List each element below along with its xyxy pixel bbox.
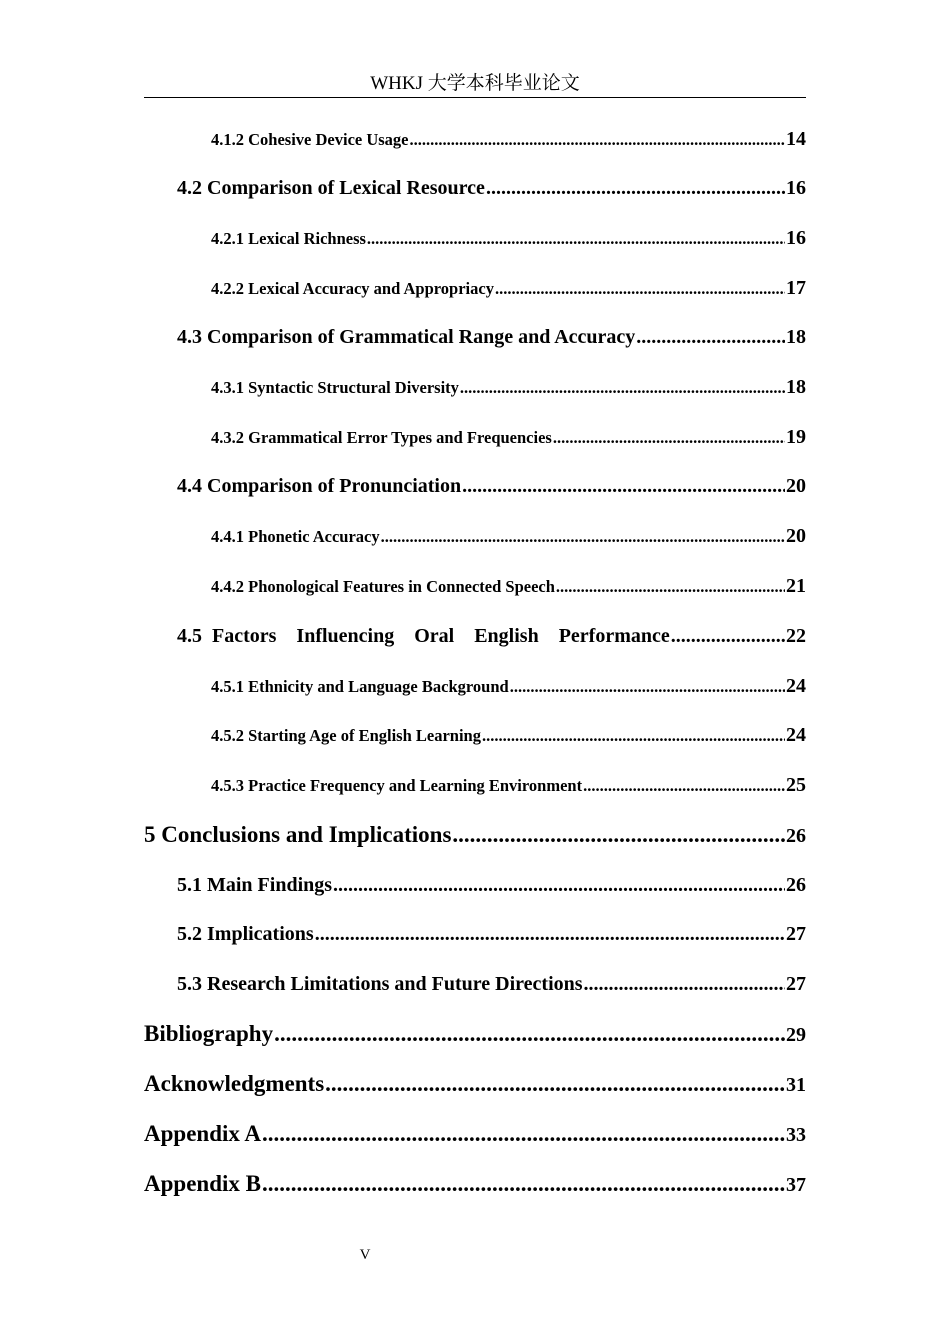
toc-leader-dots: [636, 326, 785, 349]
toc-entry-page: 27: [786, 923, 806, 945]
toc-entry[interactable]: [177, 874, 806, 897]
toc-entry-page: 27: [786, 973, 806, 995]
toc-entry-title: 4.5.3 Practice Frequency and Learning Environment: [211, 776, 583, 795]
toc-entry[interactable]: [177, 177, 806, 200]
toc-entry-page: 26: [786, 874, 806, 896]
toc-entry-title: 4.3 Comparison of Grammatical Range and Accuracy: [177, 326, 636, 348]
toc-entry-page: 21: [786, 575, 806, 597]
toc-entry[interactable]: [177, 973, 806, 996]
toc-entry-title: 4.4.1 Phonetic Accuracy: [211, 527, 380, 546]
toc-leader-dots: [510, 677, 785, 697]
toc-entry[interactable]: [177, 326, 806, 349]
toc-entry-page: 17: [786, 277, 806, 299]
toc-entry[interactable]: [177, 475, 806, 498]
toc-entry-page: 31: [786, 1074, 806, 1096]
toc-entry-title: 5.1 Main Findings: [177, 874, 333, 896]
toc-entry-title: 5 Conclusions and Implications: [144, 822, 452, 847]
toc-entry[interactable]: [144, 822, 806, 848]
toc-leader-dots: [333, 874, 785, 897]
toc-entry-page: 20: [786, 475, 806, 497]
toc-entry-title: 4.3.1 Syntactic Structural Diversity: [211, 378, 459, 397]
toc-entry-page: 25: [786, 774, 806, 796]
toc-entry-page: 24: [786, 724, 806, 746]
toc-entry-title: 5.3 Research Limitations and Future Directions: [177, 973, 583, 995]
toc-entry[interactable]: [211, 575, 806, 598]
toc-entry-title: 4.3.2 Grammatical Error Types and Frequencies: [211, 428, 552, 447]
toc-leader-dots: [452, 822, 785, 848]
toc-entry-page: 19: [786, 426, 806, 448]
toc-entry-page: 37: [786, 1174, 806, 1196]
toc-leader-dots: [553, 428, 785, 448]
toc-entry[interactable]: [211, 128, 806, 151]
toc-entry-title: Bibliography: [144, 1021, 274, 1046]
toc-entry[interactable]: [144, 1021, 806, 1047]
toc-entry[interactable]: [211, 525, 806, 548]
toc-leader-dots: [583, 776, 785, 796]
toc-entry-title: Appendix A: [144, 1121, 261, 1146]
toc-entry-page: 20: [786, 525, 806, 547]
toc-entry[interactable]: [177, 625, 806, 648]
toc-entry[interactable]: [211, 724, 806, 747]
toc-entry[interactable]: [211, 227, 806, 250]
toc-leader-dots: [671, 625, 785, 648]
toc-leader-dots: [274, 1021, 785, 1047]
toc-entry-title: 4.1.2 Cohesive Device Usage: [211, 130, 409, 149]
toc-leader-dots: [367, 229, 785, 249]
toc-entry-title: 5.2 Implications: [177, 923, 314, 945]
toc-entry[interactable]: [211, 426, 806, 449]
toc-entry-page: 16: [786, 227, 806, 249]
toc-entry[interactable]: [211, 675, 806, 698]
toc-entry-page: 22: [786, 625, 806, 647]
toc-entry[interactable]: [211, 376, 806, 399]
toc-leader-dots: [262, 1121, 785, 1147]
page-number: V: [359, 1247, 371, 1263]
toc-entry[interactable]: [211, 774, 806, 797]
toc-entry[interactable]: [144, 1171, 806, 1197]
toc-entry-title: 4.4 Comparison of Pronunciation: [177, 475, 462, 497]
toc-leader-dots: [460, 378, 785, 398]
toc-entry-title: 4.5.2 Starting Age of English Learning: [211, 726, 481, 745]
toc-leader-dots: [556, 577, 785, 597]
toc-leader-dots: [262, 1171, 785, 1197]
toc-entry-page: 29: [786, 1024, 806, 1046]
toc-entry[interactable]: [144, 1071, 806, 1097]
toc-entry-title: Appendix B: [144, 1171, 261, 1196]
toc-entry-title: 4.2.2 Lexical Accuracy and Appropriacy: [211, 279, 494, 298]
toc-leader-dots: [486, 177, 785, 200]
toc-entry-page: 18: [786, 376, 806, 398]
toc-entry[interactable]: [177, 923, 806, 946]
toc-entry-title: 4.5 Factors Influencing Oral English Performance: [177, 625, 670, 647]
toc-leader-dots: [495, 279, 785, 299]
toc-entry-title: 4.2 Comparison of Lexical Resource: [177, 177, 485, 199]
toc-entry-page: 18: [786, 326, 806, 348]
toc-entry-title: Acknowledgments: [144, 1071, 325, 1096]
page-header: [144, 70, 806, 98]
toc-leader-dots: [462, 475, 785, 498]
toc-entry-title: 4.4.2 Phonological Features in Connected Speech: [211, 577, 555, 596]
toc-leader-dots: [410, 130, 785, 150]
toc-leader-dots: [325, 1071, 785, 1097]
toc-entry-page: 33: [786, 1124, 806, 1146]
toc-entry[interactable]: [211, 277, 806, 300]
toc-entry-page: 26: [786, 825, 806, 847]
toc-leader-dots: [482, 726, 785, 746]
toc-entry-page: 24: [786, 675, 806, 697]
toc-entry-title: 4.2.1 Lexical Richness: [211, 229, 366, 248]
toc-leader-dots: [584, 973, 785, 996]
header-title: WHKJ 大学本科毕业论文: [370, 73, 580, 94]
toc-leader-dots: [315, 923, 785, 946]
toc-entry[interactable]: [144, 1121, 806, 1147]
toc-leader-dots: [381, 527, 785, 547]
toc-entry-page: 14: [786, 128, 806, 150]
toc-entry-page: 16: [786, 177, 806, 199]
toc-entry-title: 4.5.1 Ethnicity and Language Background: [211, 677, 509, 696]
